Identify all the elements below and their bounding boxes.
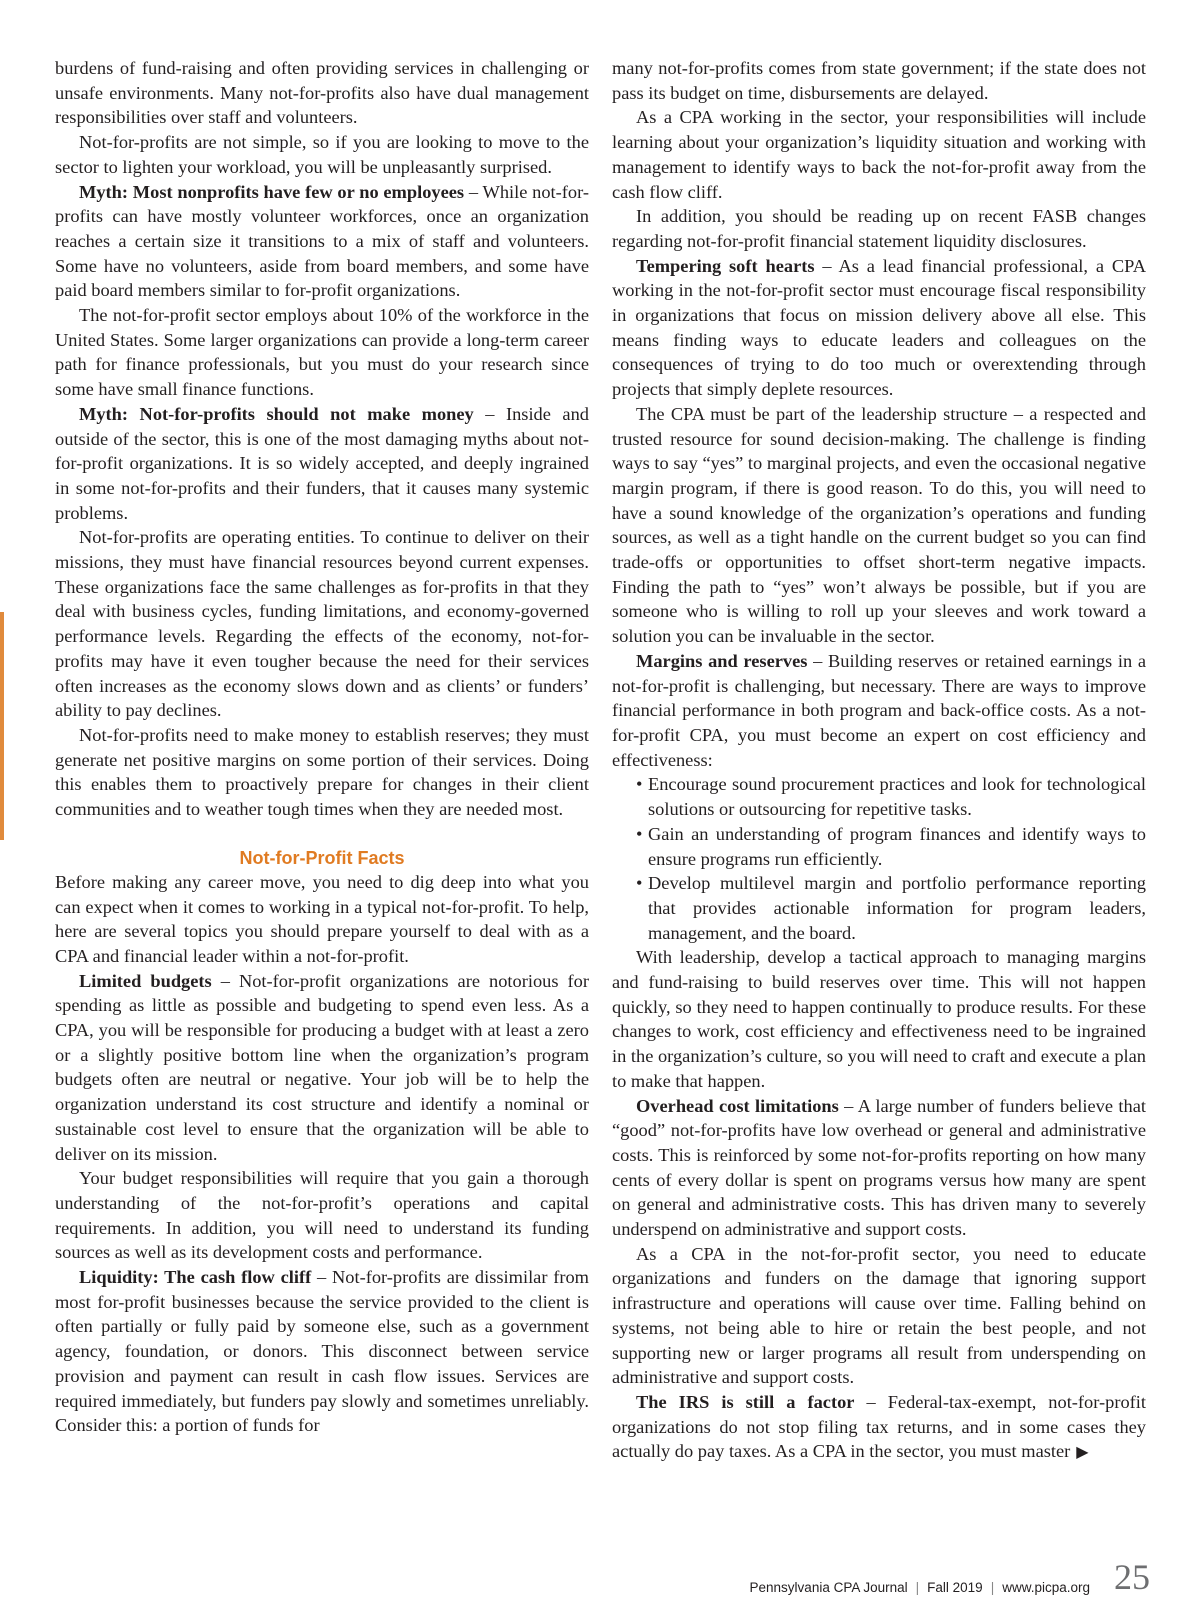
list-item: • Develop multilevel margin and portfolio performance reporting that provides actionable information for program leaders, management, and the board. [636, 871, 1146, 945]
paragraph: many not-for-profits comes from state government; if the state does not pass its budget on time, disbursements are delayed. [612, 58, 1146, 103]
paragraph: The CPA must be part of the leadership structure – a respected and trusted resource for sound decision-making. The challenge is finding ways to say “yes” to marginal projects, and even the occasional negative margin program, if there is good reason. To do this, you will need to have a sound knowledge of the organization’s operations and funding sources, as well as a tight handle on the current budget so you can find trade-offs or opportunities to offset short-term negative impacts. Finding the path to “yes” won’t always be possible, but if you are someone who is willing to roll up your sleeves and work toward a solution you can be invaluable in the sector. [612, 403, 1146, 647]
left-column [55, 56, 589, 1438]
paragraph: Margins and reserves – Building reserves or retained earnings in a not-for-profit is challenging, but necessary. There are ways to improve financial performance in both program and back-office costs. As a not-for-profit CPA, you must become an expert on cost efficiency and effectiveness: [612, 650, 1146, 770]
run-in-heading: Liquidity: The cash flow cliff [79, 1267, 312, 1288]
paragraph: burdens of fund-raising and often providing services in challenging or unsafe environments. Many not-for-profits also have dual management responsibilities over staff and volunteers. [55, 58, 589, 128]
bullet-list [612, 772, 1146, 945]
right-column [612, 56, 1146, 1466]
continue-arrow-icon: ▶ [1076, 1444, 1089, 1462]
paragraph: Your budget responsibilities will require that you gain a thorough understanding of the not-for-profit’s operations and capital requirements. In addition, you will need to understand its funding sources as well as its development costs and performance. [55, 1168, 589, 1263]
footer-separator: | [990, 1580, 995, 1595]
paragraph: Not-for-profits are operating entities. To continue to deliver on their missions, they must have financial resources beyond current expenses. These organizations face the same challenges as for-profits in that they deal with business cycles, funding limitations, and economy-governed performance levels. Regarding the effects of the economy, not-for-profits may have it even tougher because the need for their services often increases as the economy slows down and as clients’ or funders’ ability to pay declines. [55, 527, 589, 721]
footer-separator: | [915, 1580, 920, 1595]
paragraph: Not-for-profits are not simple, so if you are looking to move to the sector to lighten your workload, you will be unpleasantly surprised. [55, 132, 589, 177]
paragraph: As a CPA in the not-for-profit sector, you need to educate organizations and funders on the damage that ignoring support infrastructure and operations will cause over time. Falling behind on systems, not being able to hire or retain the best people, and not supporting new or larger programs all result from underspending on administrative and support costs. [612, 1243, 1146, 1388]
run-in-heading: Myth: Not-for-profits should not make money [79, 403, 474, 424]
paragraph: Liquidity: The cash flow cliff – Not-for-profits are dissimilar from most for-profit businesses because the service provided to the client is often partially or fully paid by someone else, such as a government agency, foundation, or donors. This disconnect between service provision and payment can result in cash flow issues. Services are required immediately, but funders pay slowly and sometimes unreliably. Consider this: a portion of funds for [55, 1267, 589, 1436]
paragraph: Tempering soft hearts – As a lead financial professional, a CPA working in the not-for-profit sector must encourage fiscal responsibility in organizations that focus on mission delivery above all else. This means finding ways to educate leaders and colleagues on the consequences of trying to do too much or overextending through projects that simply deplete resources. [612, 255, 1146, 400]
paragraph: With leadership, develop a tactical approach to managing margins and fund-raising to build reserves over time. This will not happen quickly, so they need to happen continually to produce results. For these changes to work, cost efficiency and effectiveness need to be ingrained in the organization’s culture, so you will need to craft and execute a plan to make that happen. [612, 947, 1146, 1091]
website-link[interactable]: www.picpa.org [1002, 1580, 1090, 1595]
paragraph: Myth: Not-for-profits should not make money – Inside and outside of the sector, this is one of the most damaging myths about not-for-profit organizations. It is so widely accepted, and deeply ingrained in some not-for-profits and their funders, that it causes many systemic problems. [55, 403, 589, 523]
run-in-heading: The IRS is still a factor [636, 1391, 855, 1412]
side-accent-bar [0, 612, 4, 840]
paragraph: Before making any career move, you need to dig deep into what you can expect when it comes to working in a typical not-for-profit. To help, here are several topics you should prepare yourself to deal with as a CPA and financial leader within a not-for-profit. [55, 871, 589, 966]
run-in-heading: Myth: Most nonprofits have few or no employees [79, 181, 465, 202]
journal-name: Pennsylvania CPA Journal [749, 1580, 908, 1595]
paragraph: Limited budgets – Not-for-profit organizations are notorious for spending as little as possible and budgeting to spend even less. As a CPA, you will be responsible for producing a budget with at least a zero or a slightly positive bottom line when the organization’s program budgets often are neutral or negative. Your job will be to help the organization understand its cost structure and identify a nominal or sustainable cost level to ensure that the organization will be able to deliver on its mission. [55, 970, 589, 1164]
paragraph: The IRS is still a factor – Federal-tax-exempt, not-for-profit organizations do not stop filing tax returns, and in some cases they actually do pay taxes. As a CPA in the sector, you must master ▶ [612, 1391, 1146, 1462]
section-heading: Not-for-Profit Facts [239, 847, 405, 868]
issue-date: Fall 2019 [927, 1580, 983, 1595]
paragraph: In addition, you should be reading up on recent FASB changes regarding not-for-profit financial statement liquidity disclosures. [612, 206, 1146, 251]
paragraph: The not-for-profit sector employs about 10% of the workforce in the United States. Some larger organizations can provide a long-term career path for finance professionals, but you must do your research since some have small finance functions. [55, 305, 589, 400]
run-in-heading: Tempering soft hearts [636, 255, 815, 276]
run-in-heading: Margins and reserves [636, 650, 808, 671]
paragraph: Overhead cost limitations – A large number of funders believe that “good” not-for-profits have low overhead or general and administrative costs. This is reinforced by some not-for-profits reporting on how many cents of every dollar is spent on programs versus how many are spent on general and administrative costs. This has driven many to severely underspend on administrative and support costs. [612, 1095, 1146, 1240]
paragraph: Not-for-profits need to make money to establish reserves; they must generate net positive margins on some portion of their services. Doing this enables them to proactively prepare for changes in their client communities and to weather tough times when they are needed most. [55, 724, 589, 820]
run-in-heading: Overhead cost limitations [636, 1095, 839, 1116]
paragraph: Myth: Most nonprofits have few or no employees – While not-for-profits can have mostly volunteer workforces, once an organization reaches a certain size it transitions to a mix of staff and volunteers. Some have no volunteers, aside from board members, and some have paid board members similar to for-profit organizations. [55, 181, 589, 301]
run-in-heading: Limited budgets [79, 970, 212, 991]
list-item: • Encourage sound procurement practices and look for technological solutions or outsourcing for repetitive tasks. [636, 772, 1146, 821]
page-footer [0, 1580, 1090, 1595]
paragraph: As a CPA working in the sector, your responsibilities will include learning about your organization’s liquidity situation and working with management to identify ways to back the not-for-profit away from the cash flow cliff. [612, 107, 1146, 202]
list-item: • Gain an understanding of program finances and identify ways to ensure programs run efficiently. [636, 822, 1146, 871]
page-number: 25 [1114, 1557, 1150, 1597]
